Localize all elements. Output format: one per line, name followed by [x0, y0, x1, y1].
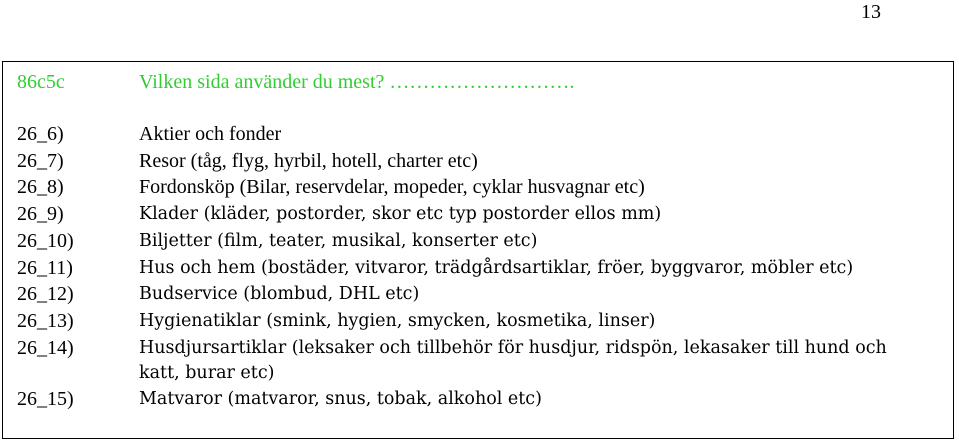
item-text: Matvaror (matvaror, snus, tobak, alkohol etc): [139, 389, 542, 409]
question-code: 86c5c: [17, 71, 65, 93]
item-code: 26_8): [17, 176, 64, 198]
item-text: Hus och hem (bostäder, vitvaror, trädgårdsartiklar, fröer, byggvaror, möbler etc): [139, 258, 854, 278]
item-text: Aktier och fonder: [139, 123, 282, 145]
item-code: 26_9): [17, 203, 64, 225]
item-text: Klader (kläder, postorder, skor etc typ postorder ellos mm): [139, 204, 662, 224]
page-number: 13: [861, 1, 881, 23]
item-text: Fordonsköp (Bilar, reservdelar, mopeder, cyklar husvagnar etc): [139, 176, 645, 198]
item-code: 26_12): [17, 283, 74, 305]
item-text: Biljetter (film, teater, musikal, konserter etc): [139, 231, 538, 251]
item-text: Hygienatiklar (smink, hygien, smycken, kosmetika, linser): [139, 311, 656, 331]
item-text: Budservice (blombud, DHL etc): [139, 284, 420, 304]
item-code: 26_13): [17, 310, 74, 332]
item-code: 26_15): [17, 388, 74, 410]
item-code: 26_11): [17, 257, 73, 279]
item-text: Resor (tåg, flyg, hyrbil, hotell, charter etc): [139, 150, 478, 172]
item-text: Husdjursartiklar (leksaker och tillbehör för husdjur, ridspön, lekasaker till hund och: [139, 338, 887, 358]
item-text-continuation: katt, burar etc): [139, 363, 275, 383]
item-code: 26_14): [17, 337, 74, 359]
item-code: 26_7): [17, 150, 64, 172]
question-text: Vilken sida använder du mest? ……………………….: [139, 71, 575, 93]
item-code: 26_6): [17, 123, 64, 145]
item-code: 26_10): [17, 230, 74, 252]
question-box: [2, 61, 954, 439]
